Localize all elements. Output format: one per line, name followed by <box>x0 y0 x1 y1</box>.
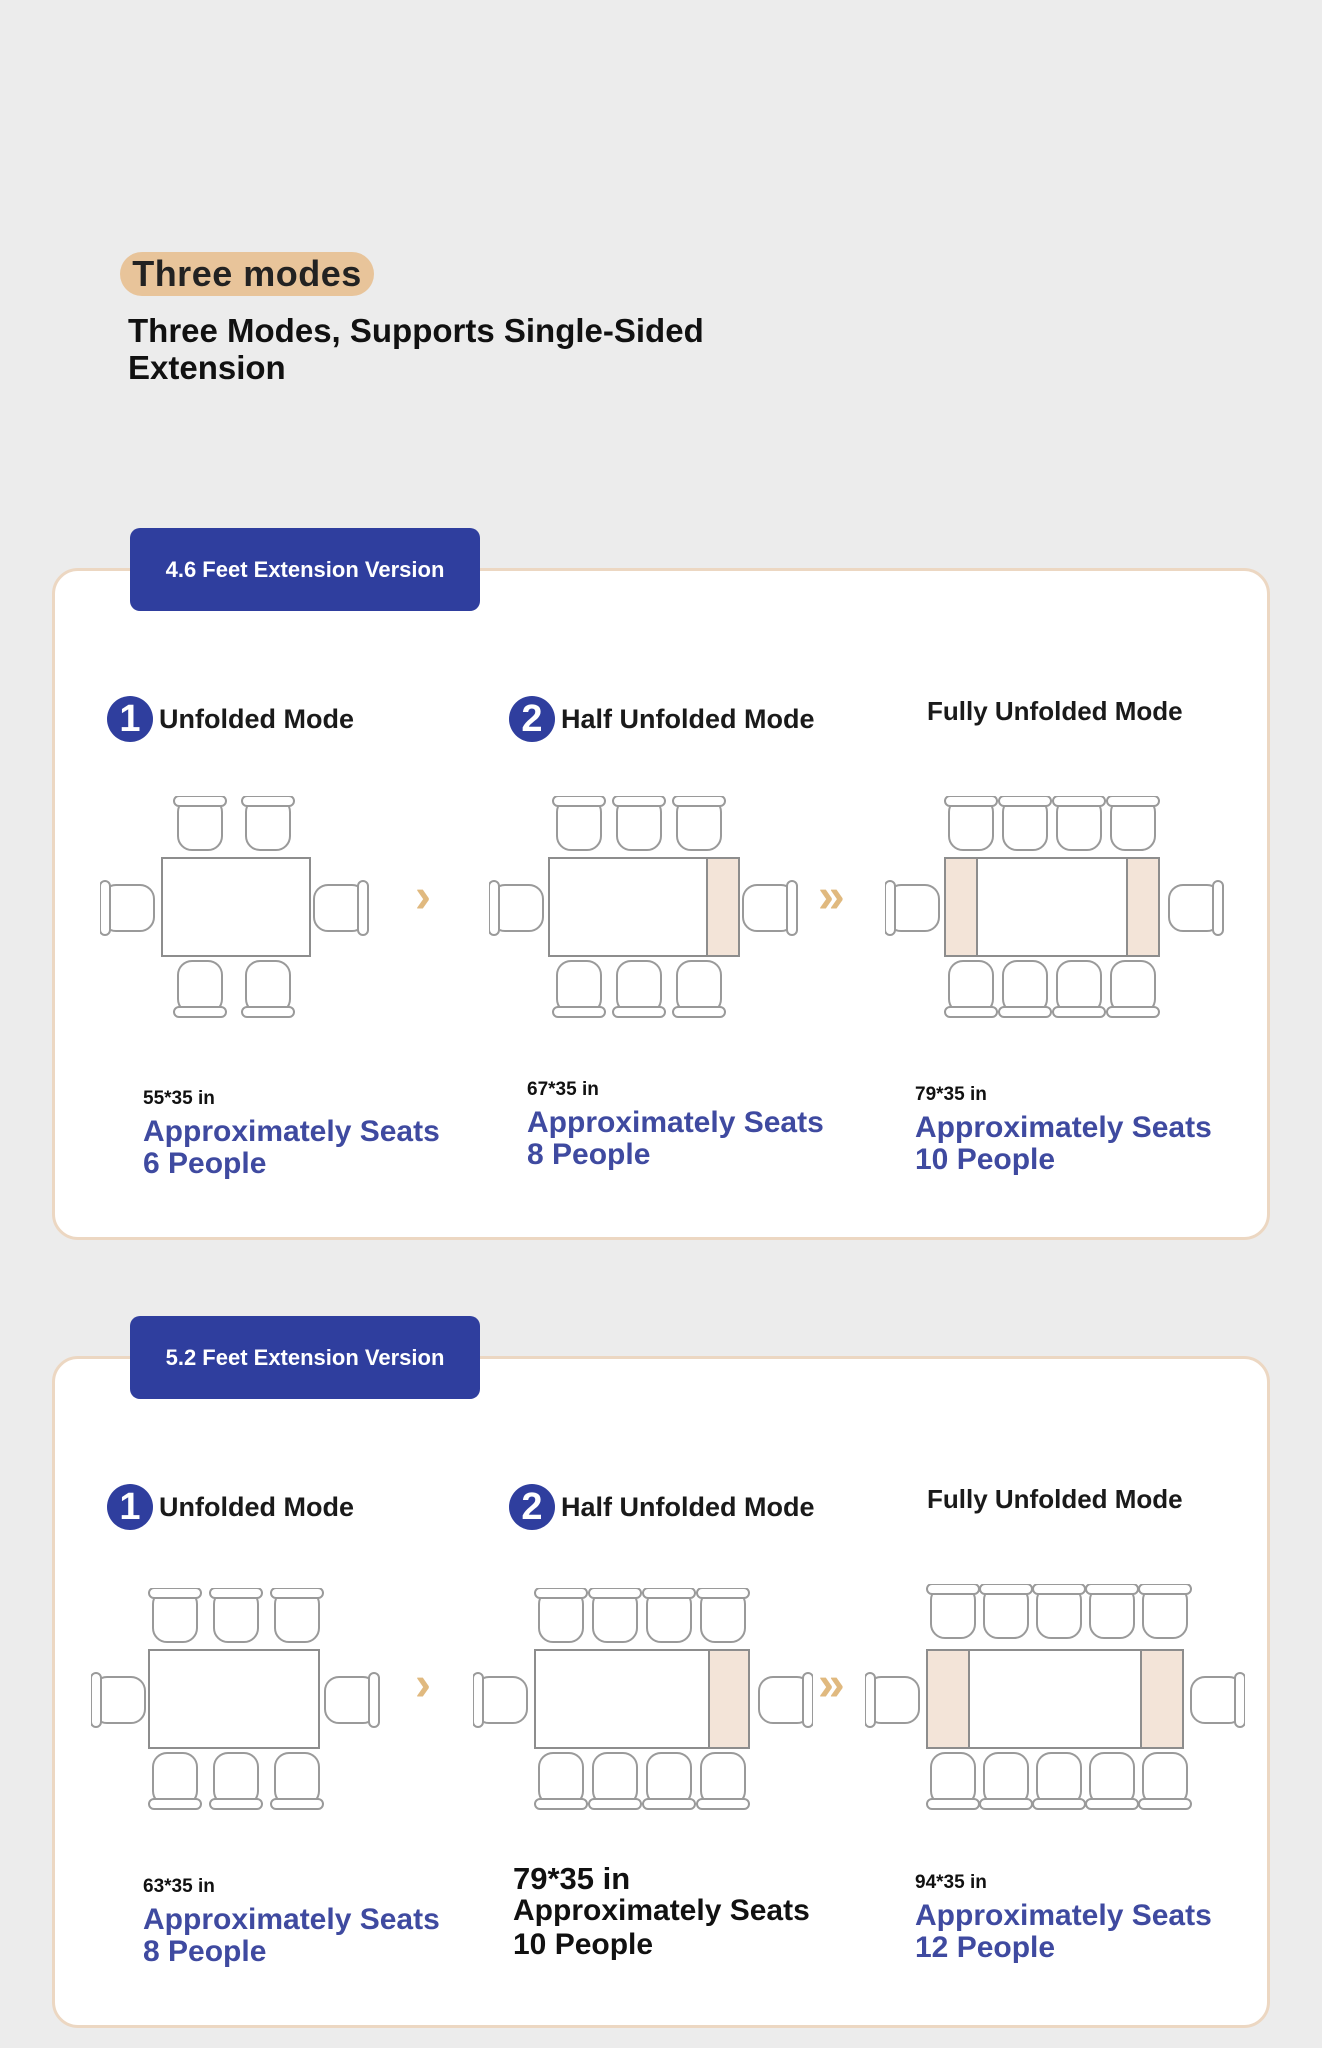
double-arrow-right-icon: » <box>818 870 845 923</box>
arrow-right-icon: › <box>415 870 431 923</box>
table-diagram-8-seats <box>489 796 799 1021</box>
chair-icon <box>643 1753 695 1809</box>
chair-icon <box>553 796 605 850</box>
mode-label-half-unfolded <box>509 1484 814 1530</box>
chair-icon <box>613 961 665 1017</box>
double-arrow-right-icon: » <box>818 1658 845 1711</box>
chair-icon <box>697 1588 749 1642</box>
seat-capacity: Approximately Seats 6 People <box>143 1115 440 1180</box>
chair-icon <box>1139 1584 1191 1638</box>
spec-half-unfolded <box>513 1861 813 1962</box>
chair-icon <box>999 961 1051 1017</box>
chair-icon <box>613 796 665 850</box>
seat-capacity: Approximately Seats 12 People <box>915 1899 1212 1964</box>
chair-icon <box>1169 881 1223 935</box>
arrow-right-icon: › <box>415 1658 431 1711</box>
mode-label-fully-unfolded <box>927 1484 1183 1515</box>
chair-icon <box>1086 1584 1138 1638</box>
chair-icon <box>1191 1673 1245 1727</box>
table-diagram-8-seats <box>91 1588 381 1813</box>
spec-fully-unfolded <box>915 1084 1245 1176</box>
chair-icon <box>91 1673 145 1727</box>
table-top <box>149 1650 319 1748</box>
chair-icon <box>149 1753 201 1809</box>
chair-icon <box>945 961 997 1017</box>
table-size: 63*35 in <box>143 1876 215 1897</box>
chair-icon <box>271 1753 323 1809</box>
chair-icon <box>553 961 605 1017</box>
card-4-6-feet <box>52 568 1270 1240</box>
chair-icon <box>325 1673 379 1727</box>
version-tab-5-2-feet: 5.2 Feet Extension Version <box>130 1316 480 1399</box>
chair-icon <box>927 1753 979 1809</box>
chair-icon <box>643 1588 695 1642</box>
chair-icon <box>149 1588 201 1642</box>
chair-icon <box>589 1588 641 1642</box>
mode-label-fully-unfolded <box>927 696 1183 727</box>
version-tab-4-6-feet: 4.6 Feet Extension Version <box>130 528 480 611</box>
mode-label-half-unfolded <box>509 696 814 742</box>
chair-icon <box>945 796 997 850</box>
extension-leaf <box>945 858 977 956</box>
chair-icon <box>759 1673 813 1727</box>
mode-row <box>55 696 1267 748</box>
chair-icon <box>314 881 368 935</box>
extension-leaf <box>927 1650 969 1748</box>
chair-icon <box>927 1584 979 1638</box>
chair-icon <box>980 1753 1032 1809</box>
chair-icon <box>1053 796 1105 850</box>
step-1-icon: 1 <box>107 696 153 742</box>
chair-icon <box>980 1584 1032 1638</box>
chair-icon <box>174 961 226 1017</box>
seat-capacity: Approximately Seats 8 People <box>143 1903 440 1968</box>
mode-label-unfolded <box>107 1484 354 1530</box>
mode-title: Fully Unfolded Mode <box>927 696 1183 726</box>
chair-icon <box>673 961 725 1017</box>
seat-capacity: Approximately Seats 10 People <box>915 1111 1212 1176</box>
mode-title: Unfolded Mode <box>159 1491 354 1522</box>
mode-title: Unfolded Mode <box>159 703 354 734</box>
step-2-icon: 2 <box>509 1484 555 1530</box>
table-top <box>162 858 310 956</box>
spec-unfolded <box>143 1876 463 1968</box>
seat-capacity: Approximately Seats 10 People <box>513 1894 810 1961</box>
table-size: 94*35 in <box>915 1872 987 1893</box>
chair-icon <box>174 796 226 850</box>
chair-icon <box>535 1588 587 1642</box>
extension-leaf <box>707 858 739 956</box>
spec-unfolded <box>143 1088 463 1180</box>
chair-icon <box>210 1588 262 1642</box>
extension-leaf <box>1141 1650 1183 1748</box>
table-diagram-10-seats <box>885 796 1225 1021</box>
chair-icon <box>210 1753 262 1809</box>
mode-title: Fully Unfolded Mode <box>927 1484 1183 1514</box>
table-diagram-12-seats <box>865 1584 1245 1813</box>
chair-icon <box>1033 1753 1085 1809</box>
chair-icon <box>589 1753 641 1809</box>
step-1-icon: 1 <box>107 1484 153 1530</box>
chair-icon <box>673 796 725 850</box>
table-diagram-10-seats <box>473 1588 813 1813</box>
chair-icon <box>697 1753 749 1809</box>
chair-icon <box>1107 961 1159 1017</box>
chair-icon <box>885 881 939 935</box>
mode-row <box>55 1484 1267 1536</box>
chair-icon <box>999 796 1051 850</box>
spec-half-unfolded <box>527 1079 847 1171</box>
mode-title: Half Unfolded Mode <box>561 1491 815 1522</box>
chair-icon <box>271 1588 323 1642</box>
chair-icon <box>1086 1753 1138 1809</box>
chair-icon <box>489 881 543 935</box>
table-size: 79*35 in <box>915 1084 987 1105</box>
table-diagram-6-seats <box>100 796 370 1021</box>
section-pill: Three modes <box>120 252 374 296</box>
extension-leaf <box>1127 858 1159 956</box>
table-size: 79*35 in <box>513 1861 631 1896</box>
chair-icon <box>1033 1584 1085 1638</box>
seat-capacity: Approximately Seats 8 People <box>527 1106 824 1171</box>
chair-icon <box>1107 796 1159 850</box>
table-size: 67*35 in <box>527 1079 599 1100</box>
page-headline: Three Modes, Supports Single-Sided Extension <box>128 312 704 386</box>
card-5-2-feet <box>52 1356 1270 2028</box>
chair-icon <box>1053 961 1105 1017</box>
chair-icon <box>473 1673 527 1727</box>
chair-icon <box>242 796 294 850</box>
mode-label-unfolded <box>107 696 354 742</box>
extension-leaf <box>709 1650 749 1748</box>
chair-icon <box>743 881 797 935</box>
chair-icon <box>242 961 294 1017</box>
chair-icon <box>865 1673 919 1727</box>
mode-title: Half Unfolded Mode <box>561 703 815 734</box>
chair-icon <box>1139 1753 1191 1809</box>
chair-icon <box>100 881 154 935</box>
spec-fully-unfolded <box>915 1872 1245 1964</box>
step-2-icon: 2 <box>509 696 555 742</box>
chair-icon <box>535 1753 587 1809</box>
table-size: 55*35 in <box>143 1088 215 1109</box>
